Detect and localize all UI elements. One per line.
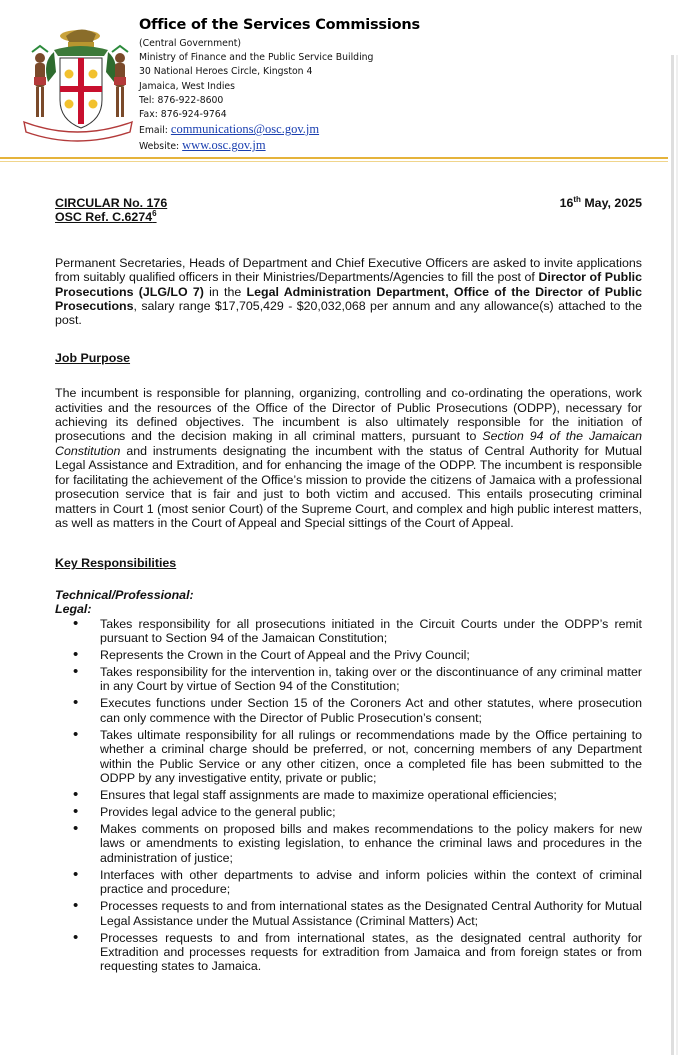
circular-meta	[55, 196, 642, 225]
org-subtitle: (Central Government)	[139, 38, 242, 49]
subheading-technical: Technical/Professional:	[55, 587, 194, 602]
department-name: Legal Administration Department, Office of the Director of Public Prosecutions	[55, 284, 642, 314]
website-link[interactable]: www.osc.gov.jm	[182, 138, 266, 153]
list-item: • Interfaces with other departments to advise and inform policies within the context of criminal practice and procedure;	[55, 868, 642, 897]
date-rest: May, 2025	[580, 196, 642, 210]
circular-number: CIRCULAR No. 176	[55, 196, 168, 210]
circular-body	[55, 196, 642, 976]
org-email-row	[139, 122, 659, 138]
date-ordinal: th	[573, 194, 581, 204]
org-address-line: Jamaica, West Indies	[139, 80, 235, 92]
intro-text: Permanent Secretaries, Heads of Department and Chief Executive Officers are asked to invite applications from suitably qualified officers in their Ministries/Departments/Agencies to fill the post of	[55, 255, 642, 285]
email-label: Email:	[139, 125, 171, 137]
jamaica-coat-of-arms-icon	[18, 22, 136, 142]
circular-date	[560, 196, 642, 210]
org-fax: Fax: 876-924-9764	[139, 109, 227, 121]
intro-text: in the	[203, 284, 247, 299]
purpose-text: The incumbent is responsible for planning, organizing, controlling and co-ordinating the operations, work activities and the resources of the Office of the Director of Public Prosecutions (ODPP), necessary for achieving its defined objectives. The incumbent is also ultimately responsible for the initiation of prosecutions and the decision making in all criminal matters, pursuant to	[55, 386, 642, 444]
section-heading-job-purpose: Job Purpose	[55, 350, 131, 365]
post-title: Director of Public Prosecutions (JLG/LO 7)	[55, 270, 642, 299]
ref-superscript: 6	[152, 209, 157, 219]
letterhead	[0, 0, 680, 165]
website-label: Website:	[139, 141, 183, 153]
list-item: • Executes functions under Section 15 of the Coroners Act and other statutes, where prosecution can only commence with the Director of Public Prosecution’s consent;	[55, 696, 642, 725]
header-divider	[0, 157, 668, 159]
ref-text: OSC Ref. C.6274	[55, 210, 153, 225]
purpose-citation: Section 94 of the Jamaican Constitution	[55, 429, 643, 458]
list-item: • Provides legal advice to the general public;	[55, 805, 642, 819]
list-item: • Takes responsibility for the intervention in, taking over or the discontinuance of any criminal matter in any Court by virtue of Section 94 of the Constitution;	[55, 665, 642, 694]
list-item: • Processes requests to and from international states as the Designated Central Authority for Mutual Legal Assistance under the Mutual Assistance (Criminal Matters) Act;	[55, 899, 642, 928]
date-day: 16	[559, 196, 574, 210]
header-divider-secondary	[0, 161, 668, 162]
org-address-line: 30 National Heroes Circle, Kingston 4	[139, 66, 313, 78]
section-heading-key-responsibilities: Key Responsibilities	[55, 556, 177, 571]
org-address-line: Ministry of Finance and the Public Service Building	[139, 52, 374, 64]
org-phone: Tel: 876-922-8600	[139, 94, 224, 106]
page-edge	[671, 55, 674, 1055]
job-purpose-paragraph	[55, 386, 642, 530]
list-item: • Ensures that legal staff assignments are made to maximize operational efficiencies;	[55, 788, 642, 802]
salary-text: , salary range $17,705,429 - $20,032,068 per annum and any allowance(s) attached to the post.	[55, 299, 642, 328]
purpose-text: and instruments designating the incumbent with the status of Central Authority for Mutual Legal Assistance and Extradition, and for enhancing the image of the ODPP. The incumbent is responsible for facilitating the achievement of the Office’s mission to provide the citizens of Jamaica with a professional prosecution service that is fair and just to both victim and accused. This entails prosecuting criminal matters in Court 1 (most senior Court) of the Supreme Court, and complex and high public interest matters, as well as matters in the Court of Appeal and Special sittings of the Court of Appeal.	[55, 443, 642, 530]
responsibility-list	[55, 617, 642, 974]
list-item: • Takes ultimate responsibility for all rulings or recommendations made by the Office pertaining to whether a criminal charge should be preferred, or not, concerning members of any Department within the Public Service or any other citizen, once a completed file has been submitted to the ODPP by any investigative entity, private or public;	[55, 728, 642, 786]
intro-paragraph	[55, 256, 642, 328]
page-edge	[676, 55, 678, 1055]
list-item: • Takes responsibility for all prosecutions initiated in the Circuit Courts under the ODPP’s remit pursuant to Section 94 of the Jamaican Constitution;	[55, 617, 642, 646]
circular-ids	[55, 196, 167, 225]
org-details	[139, 17, 659, 155]
list-item: • Makes comments on proposed bills and makes recommendations to the policy makers for new laws or amendments to existing legislation, to enhance the criminal laws and procedures in the administration of justice;	[55, 822, 642, 865]
email-link[interactable]: communications@osc.gov.jm	[170, 122, 320, 137]
list-item: • Processes requests to and from international states, as the designated central authority for Extradition and processes requests for extradition from Jamaica and from foreign states or from requesting states to Jamaica.	[55, 931, 642, 974]
list-item: • Represents the Crown in the Court of Appeal and the Privy Council;	[55, 648, 642, 662]
org-website-row	[139, 138, 659, 154]
subheading-legal: Legal:	[55, 602, 92, 617]
circular-ref	[55, 210, 167, 224]
org-title: Office of the Services Commissions	[139, 17, 420, 33]
